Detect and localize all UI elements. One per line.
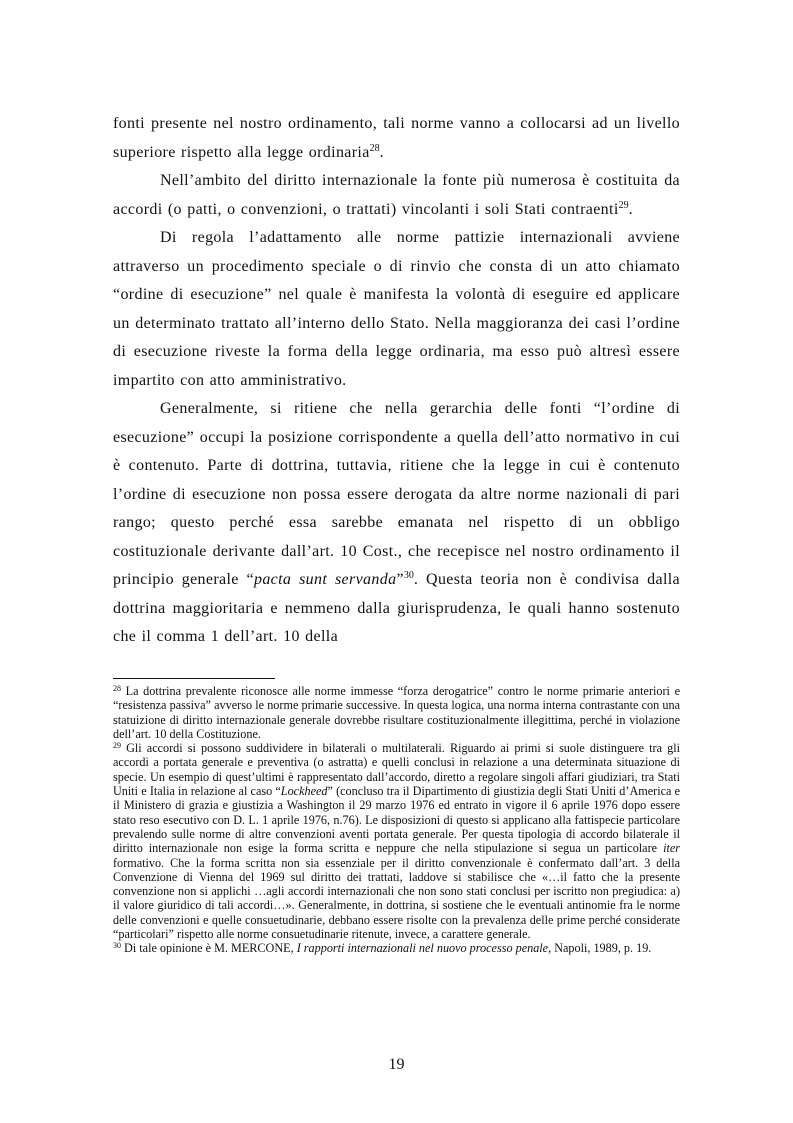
footnote-29-text-a: Gli accordi si possono suddividere in bilaterali o multilaterali. Riguardo ai primi si suole distinguere tra gli accordi a portata generale e preventiva (o astratta) e quelli conclusi in relazione a una determinata situazione di specie. Un esempio di quest’ultimi è rappresentato dall’accordo, diretto a regolare singoli affari giudiziari, tra Stati Uniti e Italia in relazione al caso “: [113, 741, 680, 799]
footnote-30: [113, 941, 680, 955]
book-title: I rapporti internazionali nel nuovo processo penale: [296, 941, 549, 956]
footnote-29-text-b: ” (concluso tra il Dipartimento di giustizia degli Stati Uniti d’America e il Ministero di grazia e giustizia a Washington il 29 marzo 1976 ed entrato in vigore il 6 aprile 1976 dopo essere stato reso esecutivo con D. L. 1 aprile 1976, n.76). Le disposizioni di questo si applicano alla fattispecie particolare prevalendo sulle norme di altre convenzioni aventi portata generale. Per questa tipologia di accordo bilaterale il diritto internazionale non esige la forma scritta e neppure che nella stipulazione si segua un particolare: [113, 784, 680, 856]
paragraph-1-text: fonti presente nel nostro ordinamento, tali norme vanno a collocarsi ad un livello superiore rispetto alla legge ordinaria: [113, 115, 680, 161]
paragraph-3: [113, 224, 680, 395]
footnote-ref-28[interactable]: 28: [369, 142, 380, 154]
paragraph-4-text-c: . Questa teoria non è condivisa dalla dottrina maggioritaria e nemmeno dalla giurisprudenza, le quali hanno sostenuto che il comma 1 dell’art. 10 della: [113, 571, 680, 645]
paragraph-1-tail: .: [379, 143, 385, 161]
paragraph-2-text: Nell’ambito del diritto internazionale la fonte più numerosa è costituita da accordi (o patti, o convenzioni, o trattati) vincolanti i soli Stati contraenti: [113, 172, 680, 218]
footnote-28: [113, 684, 680, 741]
footnote-29: [113, 741, 680, 941]
footnote-30-text-b: , Napoli, 1989, p. 19.: [548, 941, 652, 956]
case-name: Lockheed: [280, 784, 328, 799]
footnote-number-29: 29: [113, 741, 121, 751]
footnotes: [113, 684, 680, 956]
paragraph-4-text-a: Generalmente, si ritiene che nella gerarchia delle fonti “l’ordine di esecuzione” occupi la posizione corrispondente a quella dell’atto normativo in cui è contenuto. Parte di dottrina, tuttavia, ritiene che la legge in cui è contenuto l’ordine di esecuzione non possa essere derogata da altre norme nazionali di pari rango; questo perché essa sarebbe emanata nel rispetto di un obbligo costituzionale derivante dall’art. 10 Cost., che recepisce nel nostro ordinamento il principio generale “: [113, 400, 680, 588]
paragraph-2-tail: .: [628, 200, 633, 218]
paragraph-2: [113, 167, 680, 224]
page-number: 19: [388, 1056, 405, 1073]
paragraph-4-text-b: ”: [396, 571, 404, 588]
footnote-28-text: La dottrina prevalente riconosce alle norme immesse “forza derogatrice” contro le norme primarie anteriori e “resistenza passiva” avverso le norme primarie successive. In questa logica, una norma interna contrastante con una statuizione di diritto internazionale generale dovrebbe risultare costituzionalmente illegittima, perché in violazione dell’art. 10 della Costituzione.: [113, 684, 680, 741]
footnote-number-30: 30: [113, 941, 121, 951]
latin-phrase: pacta sunt servanda: [253, 571, 397, 588]
footnote-30-text-a: Di tale opinione è M. MERCONE,: [121, 941, 297, 956]
footnote-number-28: 28: [113, 684, 121, 693]
paragraph-1: [113, 110, 680, 167]
footnote-ref-30[interactable]: 30: [403, 570, 414, 581]
footnote-separator: [113, 678, 275, 679]
paragraph-3-text: Di regola l’adattamento alle norme pattizie internazionali avviene attraverso un procedimento speciale o di rinvio che consta di un atto chiamato “ordine di esecuzione” nel quale è manifesta la volontà di eseguire ed applicare un determinato trattato all’interno dello Stato. Nella maggioranza dei casi l’ordine di esecuzione riveste la forma della legge ordinaria, ma esso può altresì essere impartito con atto amministrativo.: [113, 229, 680, 389]
paragraph-4: [113, 395, 680, 652]
main-text: [113, 110, 680, 652]
latin-term: iter: [663, 841, 680, 856]
footnote-ref-29[interactable]: 29: [618, 199, 629, 211]
footnote-29-text-c: formativo. Che la forma scritta non sia essenziale per il diritto convenzionale è confermato dall’art. 3 della Convenzione di Vienna del 1969 sul diritto dei trattati, laddove si stabilisce che «…il fatto che la presente convenzione non si applichi …agli accordi internazionali che non sono stati conclusi per iscritto non pregiudica: a) il valore giuridico di tali accordi…». Generalmente, in dottrina, si sostiene che le eventuali antinomie fra le norme delle convenzioni e quelle consuetudinarie, debbano essere risolte con la prevalenza delle prime perché considerate “particolari” rispetto alle norme consuetudinarie ritenute, invece, a carattere generale.: [113, 855, 680, 942]
